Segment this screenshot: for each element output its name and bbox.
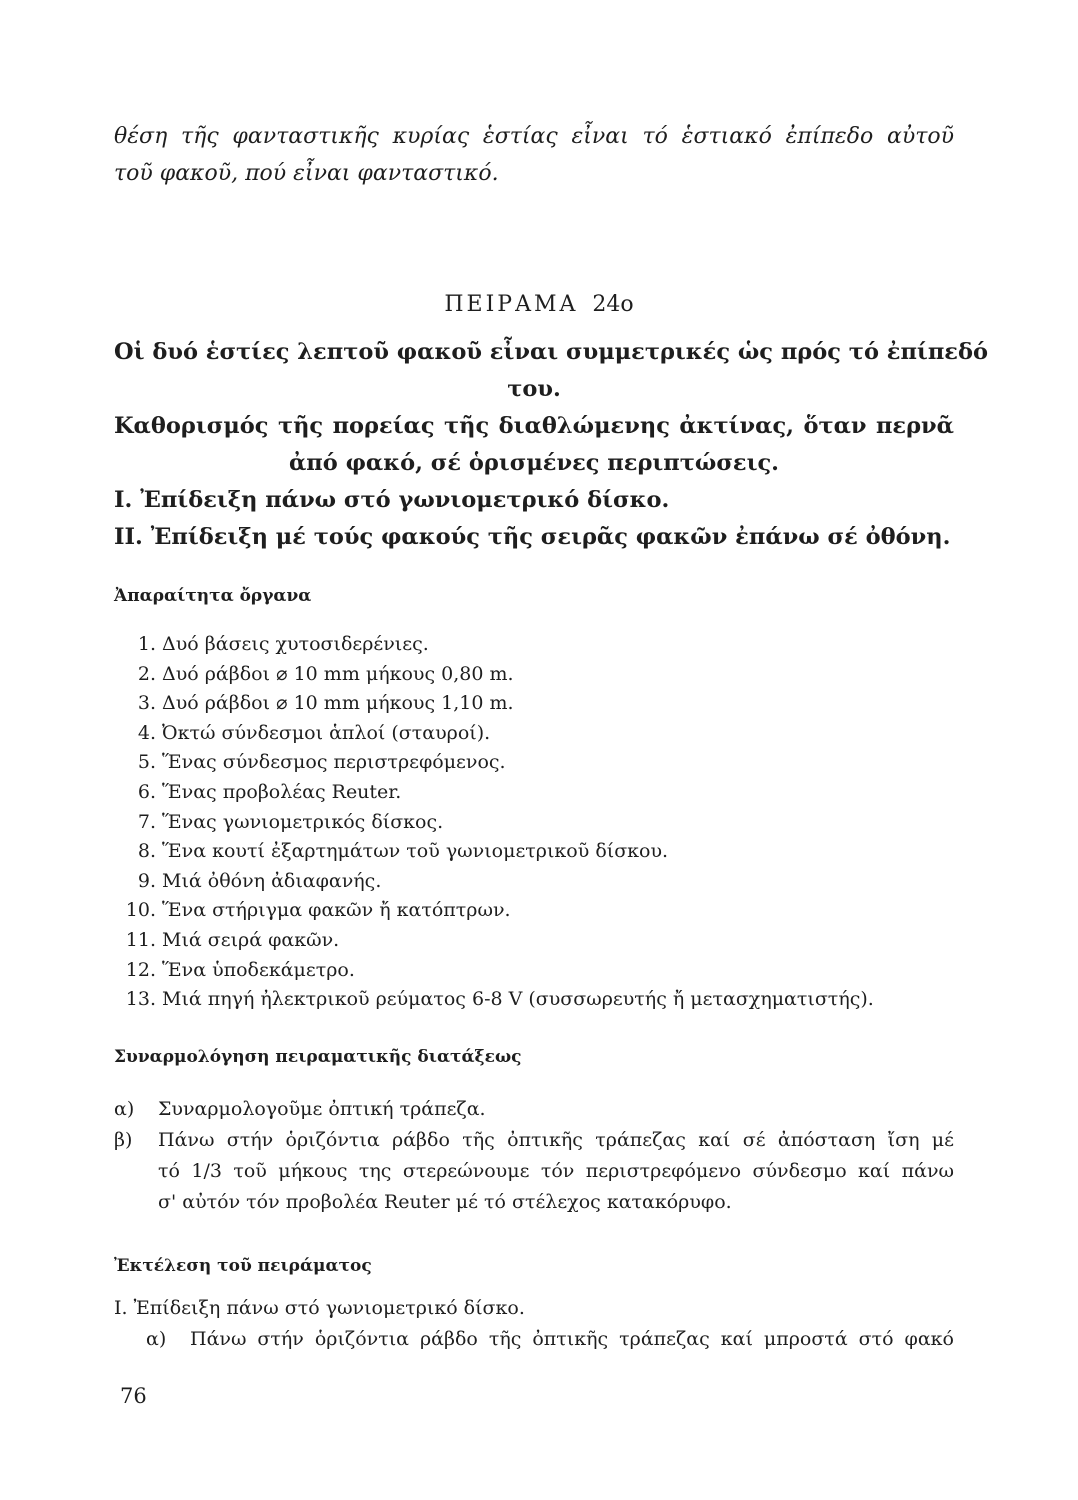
heading-line: I. Ἐπίδειξη πάνω στό γωνιομετρικό δίσκο.	[114, 487, 670, 513]
experiment-title	[0, 292, 1078, 317]
intro-line: τοῦ φακοῦ, πού εἶναι φανταστικό.	[114, 161, 499, 186]
equipment-heading: Ἀπαραίτητα ὄργανα	[114, 586, 312, 606]
step-line: Πάνω στήν ὁριζόντια ράβδο τῆς ὀπτικῆς τράπεζας καί μπροστά στό φακό	[190, 1328, 954, 1350]
list-item: 13. Μιά πηγή ἠλεκτρικοῦ ρεύματος 6-8 V (συσσωρευτής ἤ μετασχηματιστής).	[125, 988, 874, 1011]
assembly-heading: Συναρμολόγηση πειραματικῆς διατάξεως	[114, 1047, 522, 1067]
list-item: 10. Ἕνα στήριγμα φακῶν ἤ κατόπτρων.	[125, 899, 511, 922]
assembly-steps	[114, 1094, 954, 1218]
list-item: 3. Δυό ράβδοι ⌀ 10 mm μήκους 1,10 m.	[137, 692, 514, 715]
step-line: τό 1/3 τοῦ μήκους της στερεώνουμε τόν περιστρεφόμενο σύνδεσμο καί πάνω	[158, 1160, 954, 1182]
page-number: 76	[120, 1384, 147, 1408]
heading-line: Καθορισμός τῆς πορείας τῆς διαθλώμενης ἀκτίνας, ὅταν περνᾶ	[114, 413, 954, 439]
intro-paragraph	[114, 118, 954, 192]
experiment-label: ΠΕΙΡΑΜΑ	[444, 292, 579, 317]
list-item: 1. Δυό βάσεις χυτοσιδερένιες.	[137, 633, 429, 655]
step-marker: α)	[146, 1328, 167, 1350]
step-marker: β)	[114, 1129, 133, 1151]
execution-step	[114, 1324, 954, 1355]
list-item: 2. Δυό ράβδοι ⌀ 10 mm μήκους 0,80 m.	[137, 662, 514, 685]
list-item: 12. Ἕνα ὑποδεκάμετρο.	[125, 958, 355, 981]
step-line: σ' αὐτόν τόν προβολέα Reuter μέ τό στέλεχος κατακόρυφο.	[158, 1191, 732, 1213]
step-line: Πάνω στήν ὁριζόντια ράβδο τῆς ὀπτικῆς τράπεζας καί σέ ἀπόσταση ἴση μέ	[158, 1129, 954, 1151]
list-item: 4. Ὀκτώ σύνδεσμοι ἁπλοί (σταυροί).	[137, 721, 491, 744]
heading-line: του.	[507, 376, 561, 402]
assembly-step	[114, 1125, 954, 1218]
step-marker: α)	[114, 1098, 135, 1120]
list-item: 8. Ἕνα κουτί ἐξαρτημάτων τοῦ γωνιομετρικοῦ δίσκου.	[137, 840, 669, 863]
experiment-number: 24ο	[592, 292, 634, 317]
assembly-step	[114, 1094, 954, 1125]
heading-line: II. Ἐπίδειξη μέ τούς φακούς τῆς σειρᾶς φακῶν ἐπάνω σέ ὀθόνη.	[114, 524, 951, 550]
execution-steps	[114, 1293, 954, 1355]
list-item: 5. Ἕνας σύνδεσμος περιστρεφόμενος.	[137, 751, 506, 774]
heading-line: Οἱ δυό ἑστίες λεπτοῦ φακοῦ εἶναι συμμετρικές ὡς πρός τό ἐπίπεδό	[114, 339, 988, 365]
list-item: 11. Μιά σειρά φακῶν.	[125, 928, 340, 951]
heading-line: ἀπό φακό, σέ ὁρισμένες περιπτώσεις.	[288, 450, 780, 476]
execution-subheading: I. Ἐπίδειξη πάνω στό γωνιομετρικό δίσκο.	[114, 1297, 525, 1319]
list-item: 7. Ἕνας γωνιομετρικός δίσκος.	[137, 810, 444, 833]
equipment-list	[118, 630, 958, 1015]
execution-subheading-row	[114, 1293, 954, 1324]
step-line: Συναρμολογοῦμε ὀπτική τράπεζα.	[158, 1098, 486, 1120]
intro-line: θέση τῆς φανταστικῆς κυρίας ἑστίας εἶναι τό ἑστιακό ἐπίπεδο αὐτοῦ	[114, 124, 954, 149]
list-item: 6. Ἕνας προβολέας Reuter.	[137, 780, 402, 803]
experiment-heading	[114, 334, 988, 556]
list-item: 9. Μιά ὀθόνη ἀδιαφανής.	[137, 869, 382, 892]
execution-heading: Ἐκτέλεση τοῦ πειράματος	[114, 1256, 372, 1276]
